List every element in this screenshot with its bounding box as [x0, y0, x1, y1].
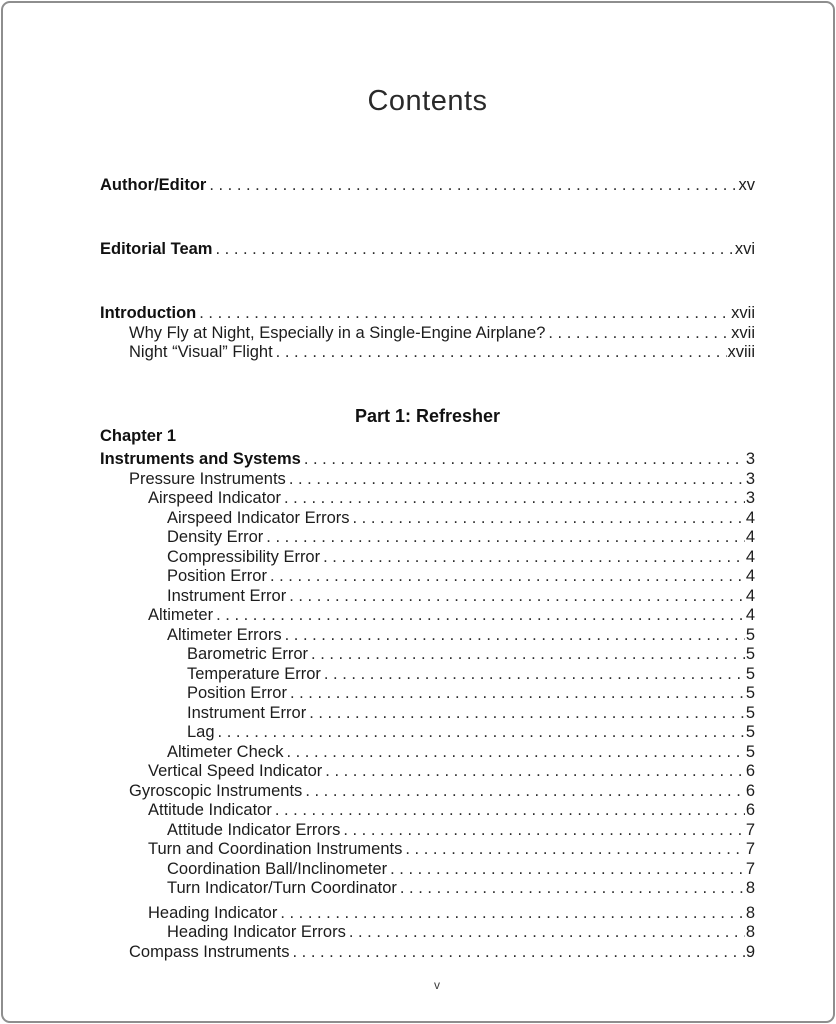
toc-page-number: 4	[745, 606, 755, 624]
toc-page-number: xvii	[731, 304, 755, 322]
toc-row	[100, 606, 755, 626]
toc-row	[100, 879, 755, 899]
toc-row	[100, 684, 755, 704]
toc-row	[100, 470, 755, 490]
toc-row	[100, 923, 755, 943]
toc-page-number: 9	[745, 942, 755, 961]
toc-page-number: 8	[745, 923, 755, 941]
toc-page-number: 7	[745, 820, 755, 839]
dot-leader	[270, 567, 745, 587]
toc-page-number: 5	[745, 742, 755, 761]
toc-row	[100, 450, 755, 470]
dot-leader	[323, 548, 745, 568]
dot-leader	[199, 304, 730, 324]
toc-page-number: xviii	[727, 343, 755, 361]
toc-entry-label: Temperature Error	[187, 664, 321, 683]
toc-page-number: 3	[745, 450, 755, 468]
toc-page-number: 6	[745, 781, 755, 800]
part-heading: Part 1: Refresher	[354, 405, 501, 426]
toc-entry-label: Altimeter Check	[167, 742, 284, 761]
toc-row	[100, 548, 755, 568]
dot-leader	[349, 923, 745, 943]
toc-entry-label: Altimeter Errors	[167, 625, 282, 644]
toc-page	[100, 0, 755, 1024]
front-matter-block	[100, 240, 755, 260]
toc-row	[100, 489, 755, 509]
folio-page-number: v	[434, 978, 440, 992]
toc-row	[100, 176, 755, 196]
toc-row	[100, 904, 755, 924]
toc-entry-label: Airspeed Indicator	[148, 489, 281, 507]
toc-entry-label: Attitude Indicator Errors	[167, 820, 341, 839]
toc-row	[100, 528, 755, 548]
toc-row	[100, 840, 755, 860]
toc-row	[100, 343, 755, 363]
toc-page-number: xvii	[731, 323, 755, 342]
dot-leader	[285, 626, 745, 646]
toc-row	[100, 782, 755, 802]
dot-leader	[325, 762, 745, 782]
toc-page-number: 3	[745, 489, 755, 507]
toc-row	[100, 743, 755, 763]
dot-leader	[218, 723, 745, 743]
toc-page-number: 5	[745, 703, 755, 722]
toc-entry-label: Compass Instruments	[129, 942, 290, 961]
toc-page-number: 8	[745, 879, 755, 897]
toc-entry-label: Vertical Speed Indicator	[148, 762, 323, 780]
toc-page-number: 5	[745, 684, 755, 702]
toc-entry-label: Night “Visual” Flight	[129, 343, 273, 361]
toc-page-number: 4	[745, 586, 755, 605]
dot-leader	[215, 240, 733, 260]
toc-entry-label: Altimeter	[148, 606, 214, 624]
toc-row	[100, 645, 755, 665]
toc-row	[100, 324, 755, 344]
toc-page-number: 7	[745, 840, 755, 858]
toc-entry-label: Why Fly at Night, Especially in a Single-Engine Airplane?	[129, 323, 546, 342]
toc-page-number: 4	[745, 508, 755, 527]
toc-entry-label: Coordination Ball/Inclinometer	[167, 859, 388, 878]
dot-leader	[343, 821, 744, 841]
toc-entry-label: Pressure Instruments	[129, 469, 286, 488]
toc-entry-label: Author/Editor	[100, 176, 207, 194]
page-title: Contents	[367, 85, 488, 117]
toc-page-number: 5	[745, 664, 755, 683]
toc-entry-label: Position Error	[167, 567, 267, 585]
chapter-toc-section	[100, 450, 755, 962]
toc-row	[100, 240, 755, 260]
toc-entry-label: Compressibility Error	[167, 547, 321, 566]
toc-entry-label: Instruments and Systems	[100, 450, 301, 468]
toc-row	[100, 704, 755, 724]
dot-leader	[400, 879, 745, 899]
front-matter-section	[100, 176, 755, 363]
toc-page-number: 5	[745, 645, 755, 663]
dot-leader	[304, 450, 745, 470]
dot-leader	[290, 684, 745, 704]
dot-leader	[276, 343, 727, 363]
chapter-label: Chapter 1	[100, 426, 177, 445]
dot-leader	[289, 587, 745, 607]
toc-page-number: 4	[745, 567, 755, 585]
toc-entry-label: Introduction	[100, 304, 197, 322]
toc-entry-label: Barometric Error	[187, 645, 309, 663]
toc-row	[100, 860, 755, 880]
front-matter-block	[100, 304, 755, 363]
dot-leader	[548, 324, 730, 344]
dot-leader	[289, 470, 745, 490]
toc-row	[100, 626, 755, 646]
dot-leader	[284, 489, 745, 509]
dot-leader	[390, 860, 745, 880]
toc-row	[100, 665, 755, 685]
toc-entry-label: Heading Indicator Errors	[167, 923, 346, 941]
toc-entry-label: Turn and Coordination Instruments	[148, 840, 403, 858]
toc-page-number: xvi	[734, 239, 755, 258]
toc-row	[100, 762, 755, 782]
dot-leader	[311, 645, 745, 665]
toc-entry-label: Turn Indicator/Turn Coordinator	[167, 879, 397, 897]
toc-row	[100, 723, 755, 743]
toc-page-number: 5	[745, 625, 755, 644]
toc-row	[100, 304, 755, 324]
toc-row	[100, 587, 755, 607]
toc-row	[100, 943, 755, 963]
toc-entry-label: Lag	[187, 723, 215, 741]
toc-entry-label: Position Error	[187, 684, 287, 702]
dot-leader	[324, 665, 745, 685]
toc-page-number: 3	[745, 469, 755, 488]
dot-leader	[305, 782, 745, 802]
toc-entry-label: Density Error	[167, 528, 264, 546]
toc-entry-label: Instrument Error	[167, 586, 287, 605]
toc-row	[100, 821, 755, 841]
toc-page-number: 6	[745, 762, 755, 780]
toc-row	[100, 567, 755, 587]
dot-leader	[266, 528, 745, 548]
dot-leader	[209, 176, 737, 196]
dot-leader	[292, 943, 744, 963]
toc-page-number: 5	[745, 723, 755, 741]
dot-leader	[275, 801, 745, 821]
toc-entry-label: Gyroscopic Instruments	[129, 781, 303, 800]
toc-row	[100, 801, 755, 821]
toc-entry-label: Attitude Indicator	[148, 801, 272, 819]
toc-page-number: xv	[738, 176, 755, 194]
dot-leader	[353, 509, 745, 529]
dot-leader	[280, 904, 744, 924]
dot-leader	[216, 606, 745, 626]
dot-leader	[286, 743, 744, 763]
toc-entry-label: Instrument Error	[187, 703, 307, 722]
toc-page-number: 4	[745, 528, 755, 546]
toc-page-number: 4	[745, 547, 755, 566]
toc-row	[100, 509, 755, 529]
dot-leader	[309, 704, 745, 724]
toc-entry-label: Airspeed Indicator Errors	[167, 508, 350, 527]
toc-page-number: 8	[745, 903, 755, 922]
toc-page-number: 6	[745, 801, 755, 819]
dot-leader	[405, 840, 744, 860]
toc-page-number: 7	[745, 859, 755, 878]
toc-entry-label: Editorial Team	[100, 239, 213, 258]
front-matter-block	[100, 176, 755, 196]
toc-entry-label: Heading Indicator	[148, 903, 278, 922]
